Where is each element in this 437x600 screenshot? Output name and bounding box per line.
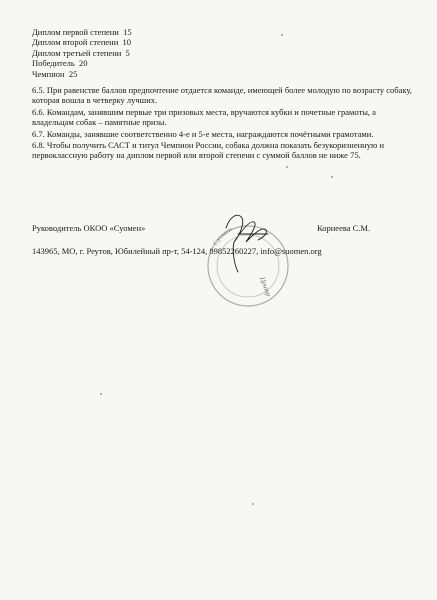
- score-list: [32, 27, 132, 79]
- signatory-position: Руководитель ОКОО «Суомен»: [32, 223, 146, 233]
- stamp-ring-text: Суомен: [211, 225, 234, 247]
- score-label: Диплом первой степени: [32, 27, 119, 37]
- score-line: [32, 58, 132, 68]
- rules-section: [32, 85, 412, 162]
- handwritten-signature: [226, 215, 268, 272]
- score-line: [32, 48, 132, 58]
- stamp-center-text: Центр: [258, 275, 273, 298]
- score-line: [32, 37, 132, 47]
- score-line: [32, 27, 132, 37]
- stamp-graphic: [198, 208, 298, 318]
- scan-speck: [286, 166, 288, 168]
- scan-speck: [331, 176, 333, 178]
- score-points: 5: [125, 47, 130, 58]
- rule-paragraph: 6.5. При равенстве баллов предпочтение отдается команде, имеющей более молодую по возрасту собаку, которая вошла в четверку лучших.: [32, 85, 412, 106]
- score-label: Победитель: [32, 58, 75, 69]
- official-stamp: [198, 208, 298, 318]
- score-points: 10: [122, 37, 131, 48]
- signatory-name: Корнеева С.М.: [317, 223, 371, 233]
- score-points: 25: [68, 68, 78, 79]
- score-points: 15: [123, 27, 132, 37]
- score-line: [32, 69, 132, 79]
- score-label: Диплом третьей степени: [32, 47, 122, 58]
- scan-speck: [252, 503, 254, 505]
- rule-paragraph: 6.8. Чтобы получить САСТ и титул Чемпион России, собака должна показать безукоризненную и первоклассную работу на диплом первой или второй степени с суммой баллов не ниже 75.: [32, 140, 384, 161]
- organization-address: 143965, МО, г. Реутов, Юбилейный пр-т, 54-124, 89852260227, info@suomen.org: [32, 246, 322, 256]
- score-label: Диплом второй степени: [32, 37, 119, 48]
- scan-speck: [100, 393, 102, 395]
- score-label: Чемпион: [32, 68, 65, 79]
- rule-paragraph: 6.6. Командам, занявшим первые три призовых места, вручаются кубки и почетные грамоты, а владельцам собак – памятные призы.: [32, 106, 376, 128]
- score-points: 20: [79, 58, 88, 69]
- rule-paragraph: 6.7. Команды, занявшие соответственно 4-е и 5-е места, награждаются почётными грамотами.: [32, 128, 374, 139]
- scan-speck: [281, 34, 283, 36]
